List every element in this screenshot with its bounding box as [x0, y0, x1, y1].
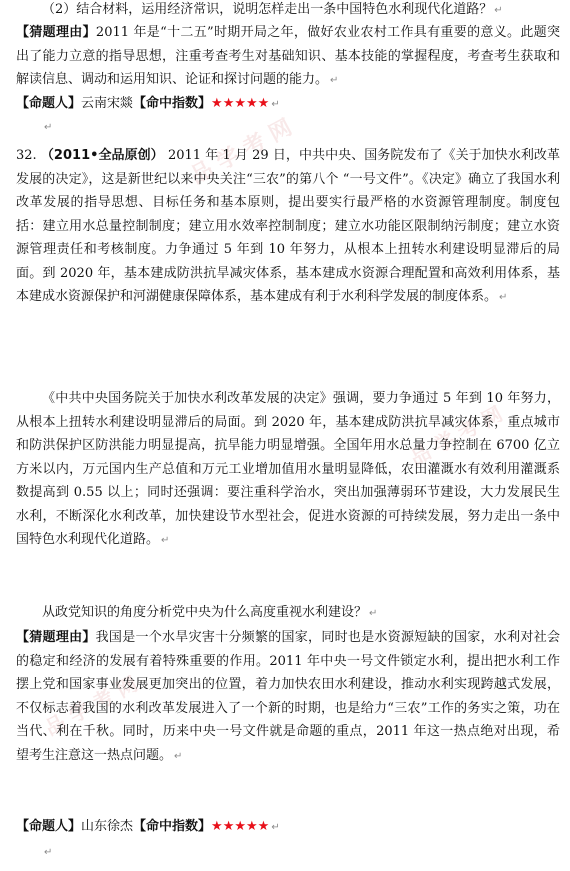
material-paragraph-1: 2011 年 1 月 29 日，中共中央、国务院发布了《关于加快水利改革发展的决定》，这是新世纪以来中央关注“三农”的第八个 “一号文件”。《决定》确立了我国水利改革发展的指导思想、目标任务和基本原则，提出要实行最严格的水资源管理制度。制度包括：建立用水总量控制制度；建立用水效率控制制度；建立水功能区限制纳污制度；建立水资源管理责任和考核制度。力争通过 5 年到 10 年努力，从根本上扭转水利建设明显滞后的局面。到 2020 年，基本建成防洪抗旱减灾体系，基本建成水资源合理配置和高效利用体系，基本建成水资源保护和河湖健康保障体系，基本建成有利于水利科学发展的制度体系。: [16, 148, 560, 304]
hit-index-label: 【命中指数】: [133, 96, 212, 111]
watermark-logo: 品 学 考 网: [186, 115, 297, 190]
hit-index-label: 【命中指数】: [133, 819, 212, 834]
question-32-material-2: [16, 387, 560, 553]
guess-reason-2: [16, 626, 560, 768]
empty-line: [16, 115, 560, 140]
empty-line: [16, 840, 560, 865]
question-32-material-1: [16, 144, 560, 310]
material-paragraph-2: 《中共中央国务院关于加快水利改革发展的决定》强调，要力争通过 5 年到 10 年努力，从根本上扭转水利建设明显滞后的局面。到 2020 年，基本建成防洪抗旱减灾体系，重点城市和防洪保护区防洪能力明显提高，抗旱能力明显增强。全国年用水总量力争控制在 6700 亿立方米以内，万元国内生产总值和万元工业增加值用水量明显降低，农田灌溉水有效利用灌溉系数提高到 0.55 以上；同时还强调：要注重科学治水，突出加强薄弱环节建设，大力发展民生水利，不断深化水利改革，加快建设节水型社会，促进水资源的可持续发展，努力走出一条中国特色水利现代化道路。: [16, 391, 560, 547]
paragraph-mark: ↵: [271, 99, 280, 110]
guess-reason-label: 【猜题理由】: [16, 630, 96, 645]
author-line-2: [16, 815, 560, 840]
author-line-1: [16, 92, 560, 117]
watermark-logo: 品 学 考 网: [40, 671, 142, 741]
guess-reason-text: 2011 年是“十二五”时期开局之年，做好农业农村工作具有重要的意义。此题突出了能力立意的指导思想，注重考查考生对基础知识、基本技能的掌握程度，考查考生获取和解读信息、调动和运用知识、论证和探讨问题的能力。: [16, 25, 560, 87]
question-prompt-text: 从政党知识的角度分析党中央为什么高度重视水利建设？: [42, 605, 368, 620]
author-name: 山东徐杰: [81, 819, 134, 834]
paragraph-mark: ↵: [330, 75, 339, 86]
question-2-text: （2）结合材料，运用经济常识，说明怎样走出一条中国特色水利现代化道路？: [42, 2, 493, 17]
paragraph-mark: ↵: [44, 122, 53, 133]
paragraph-mark: ↵: [174, 750, 183, 762]
guess-reason-1: [16, 21, 560, 93]
question-2: [16, 0, 560, 23]
author-label: 【命题人】: [16, 819, 82, 834]
question-number: 32.: [16, 148, 37, 163]
hit-index-stars: ★★★★★: [211, 96, 270, 111]
hit-index-stars: ★★★★★: [211, 819, 270, 834]
guess-reason-text: 我国是一个水旱灾害十分频繁的国家，同时也是水资源短缺的国家，水利对社会的稳定和经济的发展有着特殊重要的作用。2011 年中央一号文件锁定水利，提出把水利工作摆上党和国家事业发展更加突出的位置，着力加快农田水利建设，推动水利实现跨越式发展，不仅标志着我国的水利改革发展进入了一个新的时期，也是给力“三农”工作的务实之策，功在当代、利在千秋。同时，历来中央一号文件就是命题的重点，2011 年这一热点绝对出现，希望考生注意这一热点问题。: [16, 630, 560, 763]
paragraph-mark: ↵: [161, 535, 170, 546]
question-source: （2011•全品原创）: [40, 148, 164, 163]
question-32-prompt: [16, 601, 560, 626]
paragraph-mark: ↵: [494, 5, 503, 16]
paragraph-mark: ↵: [369, 608, 378, 619]
paragraph-mark: ↵: [499, 292, 508, 303]
guess-reason-label: 【猜题理由】: [16, 25, 96, 40]
author-name: 云南宋燚: [81, 96, 134, 111]
author-label: 【命题人】: [16, 96, 82, 111]
paragraph-mark: ↵: [44, 847, 53, 858]
paragraph-mark: ↵: [271, 822, 280, 833]
watermark-logo: 品 学 考 网: [405, 401, 507, 471]
